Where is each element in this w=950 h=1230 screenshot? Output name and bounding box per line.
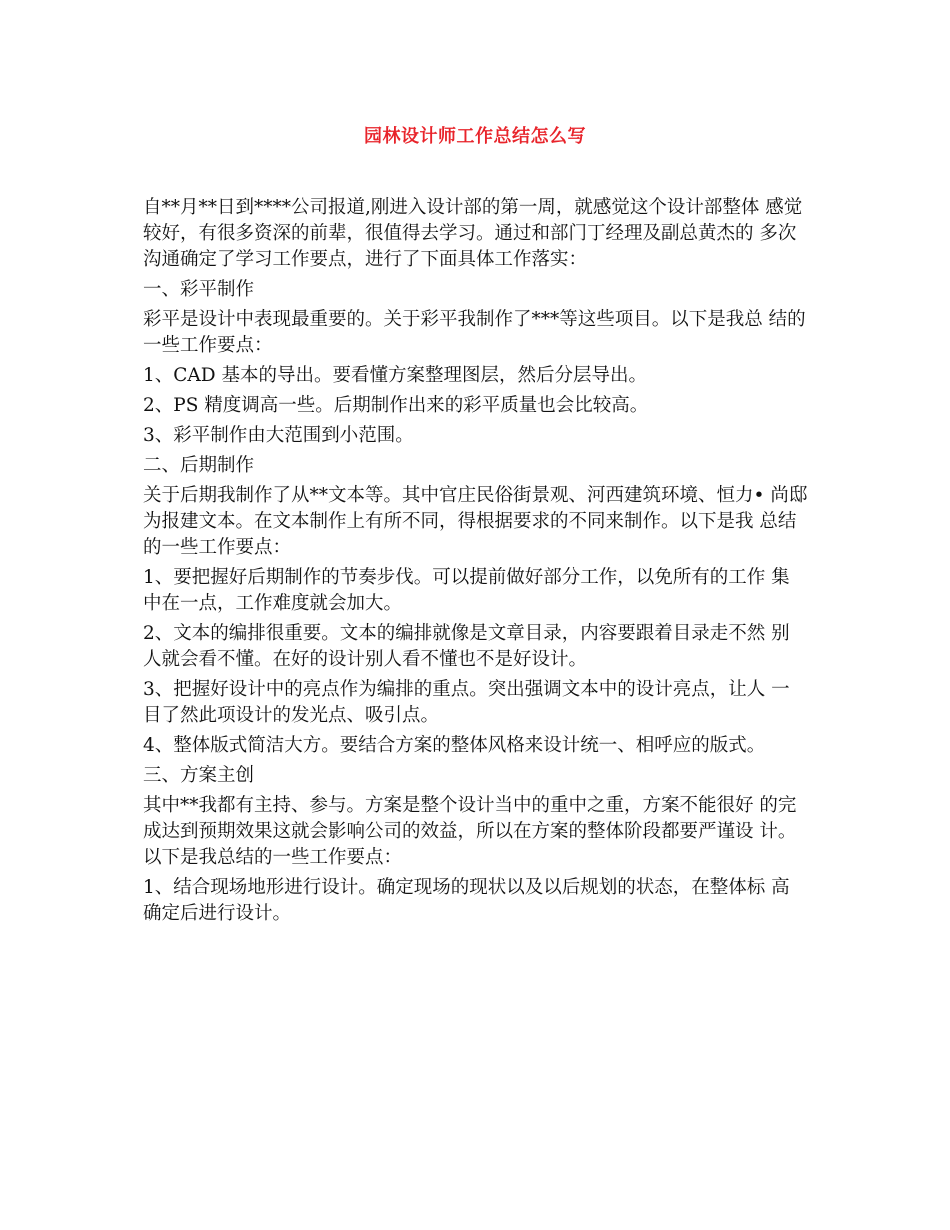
text-line: 彩平是设计中表现最重要的。关于彩平我制作了***等这些项目。以下是我总: [143, 309, 763, 330]
text-line: 3、彩平制作由大范围到小范围。: [143, 425, 414, 446]
text-line: 三、方案主创: [143, 765, 255, 786]
paragraph-intro: [143, 193, 808, 271]
list-item: [143, 619, 808, 671]
text-line: 4、整体版式简洁大方。要结合方案的整体风格来设计统一、相呼应的版式。: [143, 735, 766, 756]
text-line: 一、彩平制作: [143, 279, 255, 300]
text-line: 3、把握好设计中的亮点作为编排的重点。突出强调文本中的设计亮点，让人: [143, 679, 766, 700]
text-line: 1、CAD 基本的导出。要看懂方案整理图层，然后分层导出。: [143, 365, 648, 386]
document-title: 园林设计师工作总结怎么写: [364, 126, 586, 147]
text-line: 二、后期制作: [143, 455, 255, 476]
text-line: 1、结合现场地形进行设计。确定现场的现状以及以后规划的状态，在整体标: [143, 877, 766, 898]
text-line: 关于后期我制作了从**文本等。其中官庄民俗街景观、河西建筑环境、恒力•: [143, 485, 765, 506]
text-line: 一目了然此项设计的发光点、吸引点。: [143, 679, 790, 726]
list-item: [143, 675, 808, 727]
text-line: 高确定后进行设计。: [143, 877, 790, 924]
list-item: [143, 563, 808, 615]
document-body: [143, 193, 808, 929]
text-line: 自**月**日到****公司报道,刚进入设计部的第一周，就感觉这个设计部整体: [143, 197, 760, 218]
paragraph-post-production: [143, 481, 808, 559]
text-line: 计。以下是我总结的一些工作要点：: [143, 821, 797, 868]
text-line: 尚邸为报建文本。在文本制作上有所不同，得根据要求的不同来制作。以下是我: [143, 485, 808, 532]
list-item: [143, 873, 808, 925]
list-item: [143, 391, 808, 417]
list-item: [143, 421, 808, 447]
text-line: 其中**我都有主持、参与。方案是整个设计当中的重中之重，方案不能很好: [143, 795, 754, 816]
text-line: 结的一些工作要点：: [143, 309, 806, 356]
list-item: [143, 361, 808, 387]
text-line: 2、PS 精度调高一些。后期制作出来的彩平质量也会比较高。: [143, 395, 649, 416]
text-line: 别人就会看不懂。在好的设计别人看不懂也不是好设计。: [143, 623, 790, 670]
list-item: [143, 731, 808, 757]
section-heading-post-production: [143, 451, 808, 477]
text-line: 多次沟通确定了学习工作要点，进行了下面具体工作落实：: [143, 223, 797, 270]
text-line: 的完成达到预期效果这就会影响公司的效益，所以在方案的整体阶段都要严谨设: [143, 795, 797, 842]
paragraph-scheme-design: [143, 791, 808, 869]
text-line: 总结的一些工作要点：: [143, 511, 797, 558]
paragraph-color-plan: [143, 305, 808, 357]
section-heading-scheme-design: [143, 761, 808, 787]
text-line: 感觉较好，有很多资深的前辈，很值得去学习。通过和部门丁经理及副总黄杰的: [143, 197, 803, 244]
section-heading-color-plan: [143, 275, 808, 301]
text-line: 1、要把握好后期制作的节奏步伐。可以提前做好部分工作，以免所有的工作: [143, 567, 766, 588]
text-line: 2、文本的编排很重要。文本的编排就像是文章目录，内容要跟着目录走不然: [143, 623, 766, 644]
text-line: 集中在一点，工作难度就会加大。: [143, 567, 790, 614]
